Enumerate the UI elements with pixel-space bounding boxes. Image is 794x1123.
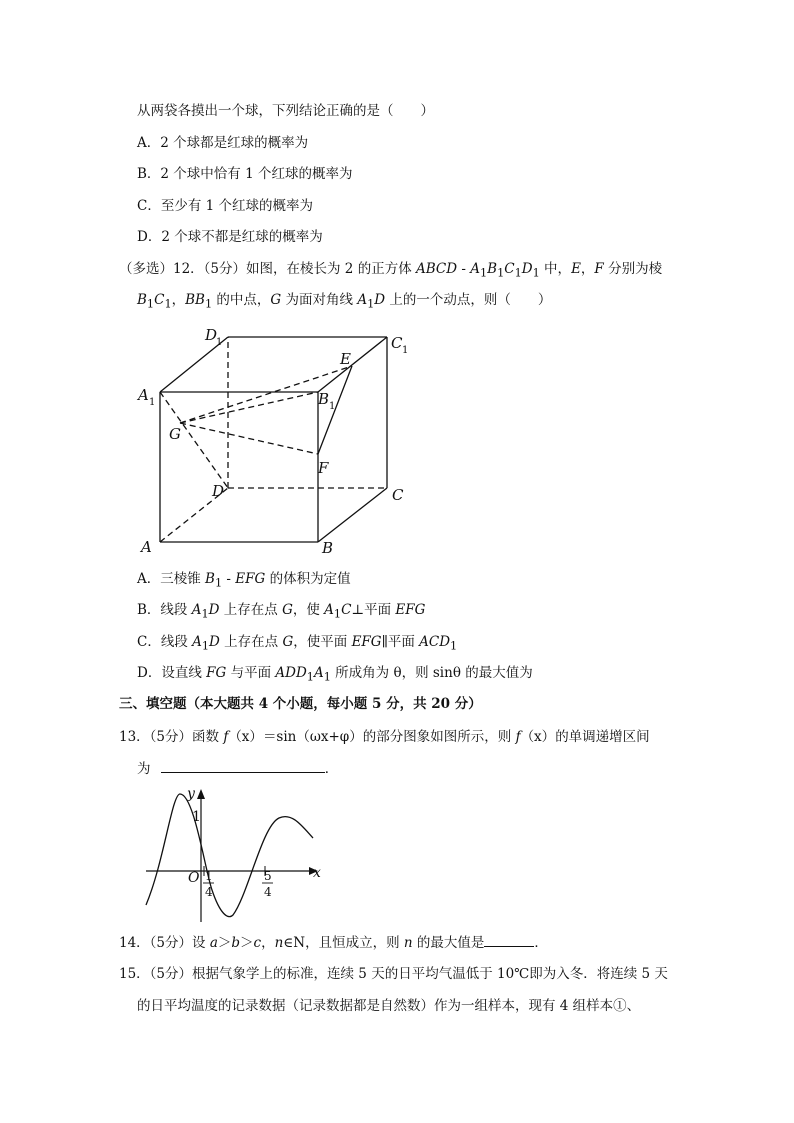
edge-b-c <box>318 488 387 542</box>
q13-pre: 13．（5分）函数 <box>119 729 224 745</box>
label-b: B <box>322 539 334 557</box>
q14-inN: ∈N，且恒成立，则 <box>283 935 404 951</box>
q14-comma: ， <box>261 935 275 951</box>
q12-sub: 1 <box>204 297 213 311</box>
q12-a-efg: EFG <box>235 571 266 587</box>
q11-option-a: A．2 个球都是红球的概率为 <box>137 135 309 151</box>
q12-a-pre: A．三棱锥 <box>137 571 206 587</box>
q14-gt2: ＞ <box>240 935 254 951</box>
label-g: G <box>169 425 181 443</box>
q14-a: a <box>209 935 218 951</box>
label-c1-sub: 1 <box>402 345 409 356</box>
q12-line2-mid: 的中点， <box>212 292 271 308</box>
q12-b-d: D <box>208 602 220 618</box>
q12-a1d-a: A <box>357 292 368 308</box>
label-one: 1 <box>192 809 201 825</box>
q11-stem: 从两袋各摸出一个球，下列结论正确的是（ ） <box>137 103 434 119</box>
q12-c-d: D <box>209 634 220 650</box>
q12-sub: 1 <box>164 297 172 311</box>
q12-option-c <box>137 632 457 657</box>
q13-x1: （x） <box>228 729 263 745</box>
tick-label-1-4-den: 4 <box>205 885 213 899</box>
q12-dash: - <box>457 261 471 277</box>
tick-label-5-4-num: 5 <box>264 869 272 883</box>
q12-prefix: （多选）12．（5分）如图，在棱长为 2 的正方体 <box>119 261 412 277</box>
q12-option-a <box>137 569 351 594</box>
q12-c1: C <box>504 261 515 277</box>
q14-end: ． <box>534 935 548 951</box>
q12-b-a1c: A <box>324 602 334 618</box>
label-f: F <box>318 459 329 477</box>
q15-line2: 的日平均温度的记录数据（记录数据都是自然数）作为一组样本，现有 4 组样本①、 <box>137 998 641 1014</box>
q12-b-mid2: ，使 <box>292 602 325 618</box>
tick-label-1-4-num: 1 <box>205 869 213 883</box>
q12-c-mid2: ，使平面 <box>293 634 352 650</box>
sine-curve <box>146 794 313 917</box>
q12-option-b <box>137 600 425 625</box>
y-axis-arrow <box>197 789 205 799</box>
q12-d-sub2: 1 <box>323 670 331 684</box>
label-e: E <box>340 350 351 368</box>
q12-c-sub2: 1 <box>450 639 458 653</box>
q13-line2 <box>137 758 338 779</box>
q14-gt1: ＞ <box>217 935 232 951</box>
q12-d-sub: 1 <box>306 670 314 684</box>
q12-d-pre: D．设直线 <box>137 665 207 681</box>
label-d1: D <box>205 326 218 344</box>
q12-b-sub2: 1 <box>333 607 342 621</box>
q14-b: b <box>231 935 241 951</box>
q12-b-mid: 上存在点 <box>219 602 283 618</box>
q12-sep: ， <box>171 292 186 308</box>
q12-d-post: 所成角为 θ，则 sinθ 的最大值为 <box>330 665 533 681</box>
q12-e: E <box>571 261 581 277</box>
q11-option-c: C．至少有 1 个红球的概率为 <box>137 198 314 214</box>
q14-c: c <box>253 935 262 951</box>
label-x: x <box>313 865 321 881</box>
q11-option-d: D．2 个球不都是红球的概率为 <box>137 229 323 245</box>
q12-mid2: 分别为棱 <box>603 261 663 277</box>
q12-sub: 1 <box>367 297 375 311</box>
q14-pre: 14．（5分）设 <box>119 935 210 951</box>
label-a: A <box>141 538 152 556</box>
q14-line <box>119 932 548 953</box>
q13-f: f <box>223 729 229 745</box>
q14-post: 的最大值是 <box>412 935 485 951</box>
q12-d-a: A <box>313 665 324 681</box>
q12-c-efg: EFG <box>351 634 382 650</box>
q13-line2-post: ． <box>324 761 339 777</box>
q12-sub: 1 <box>532 266 540 280</box>
q14-n: n <box>274 935 284 951</box>
q13-line1 <box>119 727 650 747</box>
q12-a1: A <box>470 261 480 277</box>
q12-c-pre: C．线段 <box>137 634 193 650</box>
q12-mid: 中， <box>539 261 572 277</box>
q12-a1d-d: D <box>374 292 386 308</box>
q12-a-post: 的体积为定值 <box>265 571 351 587</box>
label-a1: A <box>138 386 149 404</box>
sine-graph <box>146 786 321 922</box>
q12-b-g: G <box>282 602 293 618</box>
q12-b-sub: 1 <box>201 607 209 621</box>
q12-b1c1-c: C <box>154 292 165 308</box>
q13-answer-blank[interactable] <box>161 758 325 773</box>
q13-f2: f <box>515 729 521 745</box>
q12-c-a: A <box>192 634 202 650</box>
q12-a-dash: - <box>222 571 236 587</box>
q12-bb1: BB <box>185 292 205 308</box>
q15-line1: 15．（5分）根据气象学上的标准，连续 5 天的日平均气温低于 10℃即为入冬．将连续 5 天 <box>119 966 668 982</box>
q12-b-efg: EFG <box>395 602 426 618</box>
q12-sub: 1 <box>146 297 155 311</box>
label-b1-sub: 1 <box>329 401 336 412</box>
q14-answer-blank[interactable] <box>484 932 534 947</box>
q12-b-a: A <box>191 602 202 618</box>
label-c1: C <box>391 334 403 352</box>
q12-line2-end: 上的一个动点，则（ ） <box>385 292 552 308</box>
q12-c-g: G <box>282 634 294 650</box>
q12-c-sub: 1 <box>201 639 210 653</box>
q12-b-perp: ⊥平面 <box>351 602 396 618</box>
label-y: y <box>187 786 195 802</box>
q13-x2: （x） <box>520 729 556 745</box>
label-a1-sub: 1 <box>149 397 156 408</box>
label-d: D <box>212 482 225 500</box>
q12-sub: 1 <box>514 266 522 280</box>
q12-a-sub: 1 <box>214 576 223 590</box>
q12-g: G <box>270 292 282 308</box>
segment-g-b1 <box>180 392 318 423</box>
q11-option-b: B．2 个球中恰有 1 个红球的概率为 <box>137 166 353 182</box>
q12-a-b: B <box>205 571 215 587</box>
q13-line2-pre: 为 <box>137 761 151 777</box>
q12-b-pre: B．线段 <box>137 602 192 618</box>
q12-c-mid: 上存在点 <box>219 634 283 650</box>
label-b1: B <box>318 390 330 408</box>
edge-b1-c1 <box>318 337 387 392</box>
q12-option-d <box>137 663 533 688</box>
q12-comma: ， <box>580 261 595 277</box>
q12-line2-rest: 为面对角线 <box>281 292 358 308</box>
q12-d-fg: FG <box>206 665 227 681</box>
q12-d1: D <box>521 261 533 277</box>
q12-sub: 1 <box>497 266 505 280</box>
section-3-title: 三、填空题（本大题共 4 个小题，每小题 5 分，共 20 分） <box>119 696 482 712</box>
q12-d-add: ADD <box>275 665 307 681</box>
q12-sub: 1 <box>479 266 488 280</box>
q12-c-acd: ACD <box>419 634 451 650</box>
q12-f: F <box>594 261 604 277</box>
label-o: O <box>188 870 200 886</box>
q14-n2: n <box>403 935 413 951</box>
q12-b1: B <box>487 261 498 277</box>
label-d1-sub: 1 <box>216 337 223 348</box>
q12-cube: ABCD <box>416 261 458 277</box>
q12-b-c: C <box>341 602 352 618</box>
q12-c-par: ∥平面 <box>381 634 420 650</box>
q13-post: 的单调递增区间 <box>555 729 650 745</box>
q13-eq: ＝sin（ωx+φ）的部分图象如图所示，则 <box>262 729 516 745</box>
q12-b1c1-b: B <box>137 292 147 308</box>
q12-d-mid: 与平面 <box>226 665 276 681</box>
tick-label-5-4-den: 4 <box>264 885 272 899</box>
label-c: C <box>392 486 404 504</box>
